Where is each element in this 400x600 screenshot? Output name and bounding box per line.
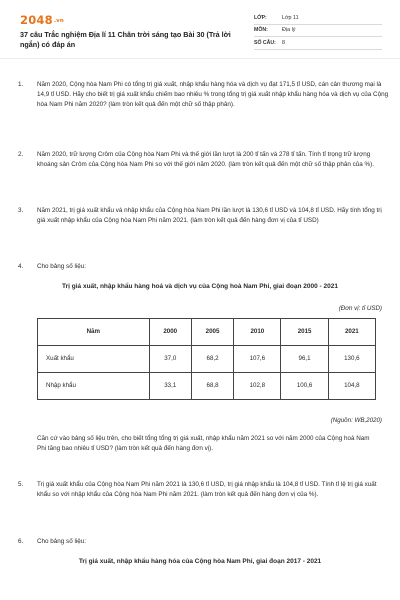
meta-value: Lớp 11	[282, 14, 299, 21]
meta-label: MÔN:	[254, 27, 268, 34]
table-header-cell: 2005	[191, 319, 233, 346]
question-number: 3.	[18, 207, 24, 214]
meta-value: 8	[282, 39, 285, 46]
table-cell: 130,6	[328, 346, 375, 373]
logo-text: 2048	[20, 13, 53, 27]
question-number: 2.	[18, 151, 24, 158]
question-number: 4.	[18, 263, 24, 270]
question-number: 1.	[18, 81, 24, 88]
table-cell: 68,2	[191, 346, 233, 373]
meta-label: SỐ CÂU:	[254, 39, 276, 46]
logo-suffix: .vn	[53, 18, 65, 24]
meta-row-count	[254, 37, 382, 50]
table-header-cell: 2015	[281, 319, 328, 346]
question-6	[18, 537, 390, 547]
table-2-title: Trị giá xuất, nhập khẩu hàng hóa của Cộng hòa Nam Phi, giai đoạn 2017 - 2021	[78, 558, 322, 565]
table-1	[37, 318, 376, 400]
table-header-cell: 2021	[328, 319, 375, 346]
table-header-cell: Năm	[38, 319, 150, 346]
table-cell: 100,6	[281, 373, 328, 400]
table-1-question: Căn cứ vào bảng số liệu trên, cho biết tổng tổng trị giá xuất, nhập khẩu năm 2021 so với năm 2000 của Cộng hoà Nam Phi tăng bao nhiêu tỉ USD? (làm tròn kết quả đến hàng đơn vị).	[37, 435, 370, 452]
question-number: 6.	[18, 538, 24, 545]
meta-row-subject	[254, 25, 382, 38]
table-1-source: (Nguồn: WB,2020)	[330, 417, 382, 424]
table-cell: 107,6	[234, 346, 281, 373]
question-4	[18, 262, 390, 272]
site-logo[interactable]	[20, 12, 64, 30]
table-1-unit: (Đơn vị: tỉ USD)	[338, 305, 382, 312]
table-cell: Nhập khẩu	[38, 373, 150, 400]
meta-panel	[254, 12, 382, 50]
table-cell: 33,1	[149, 373, 191, 400]
meta-value: Địa lý	[282, 27, 296, 34]
table-cell: Xuất khẩu	[38, 346, 150, 373]
meta-label: LỚP:	[254, 14, 267, 21]
table-cell: 37,0	[149, 346, 191, 373]
table-cell: 102,8	[234, 373, 281, 400]
table-header-cell: 2010	[234, 319, 281, 346]
question-1	[18, 80, 390, 109]
question-text: Năm 2020, Cộng hòa Nam Phi có tổng trị giá xuất, nhập khẩu hàng hóa và dịch vụ đạt 171,5 tỉ USD, cán cân thương mại là 14,9 tỉ USD. Hãy cho biết trị giá xuất khẩu chiếm bao nhiêu % trong tổng trị giá xuất nhập khẩu hàng hóa và dịch vụ của Cộng hòa Nam Phi năm 2020? (làm tròn kết quả đến một chữ số thập phân).	[37, 81, 389, 108]
question-2	[18, 150, 390, 170]
meta-row-class	[254, 12, 382, 25]
question-text: Cho bảng số liệu:	[37, 538, 87, 545]
table-cell: 104,8	[328, 373, 375, 400]
question-number: 5.	[18, 481, 24, 488]
table-row	[38, 346, 376, 373]
document-title: 37 câu Trắc nghiệm Địa lí 11 Chân trời sáng tạo Bài 30 (Trả lời ngắn) có đáp án	[20, 30, 231, 49]
table-1-title: Trị giá xuất, nhập khẩu hàng hoá và dịch vụ của Cộng hoà Nam Phi, giai đoạn 2000 - 2021	[62, 283, 338, 290]
question-3	[18, 206, 390, 226]
question-text: Cho bảng số liệu:	[37, 263, 87, 270]
table-header-cell: 2000	[149, 319, 191, 346]
question-text: Năm 2021, trị giá xuất khẩu và nhập khẩu của Cộng hòa Nam Phi lần lượt là 130,6 tỉ USD và 104,8 tỉ USD. Hãy tính tổng trị giá xuất nhập khẩu của Cộng hòa Nam Phi năm 2021. (làm tròn kết quả đến hàng đơn vị của tỉ USD)	[37, 207, 382, 224]
question-5	[18, 480, 390, 500]
table-row	[38, 373, 376, 400]
table-cell: 96,1	[281, 346, 328, 373]
table-cell: 68,8	[191, 373, 233, 400]
question-text: Năm 2020, trữ lượng Crôm của Cộng hòa Nam Phi và thế giới lần lượt là 200 tỉ tấn và 278 tỉ tấn. Tính tỉ trọng trữ lượng khoáng sản Crôm của Cộng hòa Nam Phi so với thế giới năm 2020. (làm tròn kết quả đến một chữ số thập phân của %).	[37, 151, 374, 168]
table-header-row	[38, 319, 376, 346]
page-header	[0, 0, 400, 62]
header-divider	[0, 58, 400, 59]
question-text: Trị giá xuất khẩu của Cộng hòa Nam Phi năm 2021 là 130,6 tỉ USD, trị giá nhập khẩu là 104,8 tỉ USD. Tính tỉ lệ trị giá xuất khẩu so với nhập khẩu của Cộng hòa Nam Phi năm 2021. (làm tròn kết quả đến hàng đơn vị của %).	[37, 481, 377, 498]
